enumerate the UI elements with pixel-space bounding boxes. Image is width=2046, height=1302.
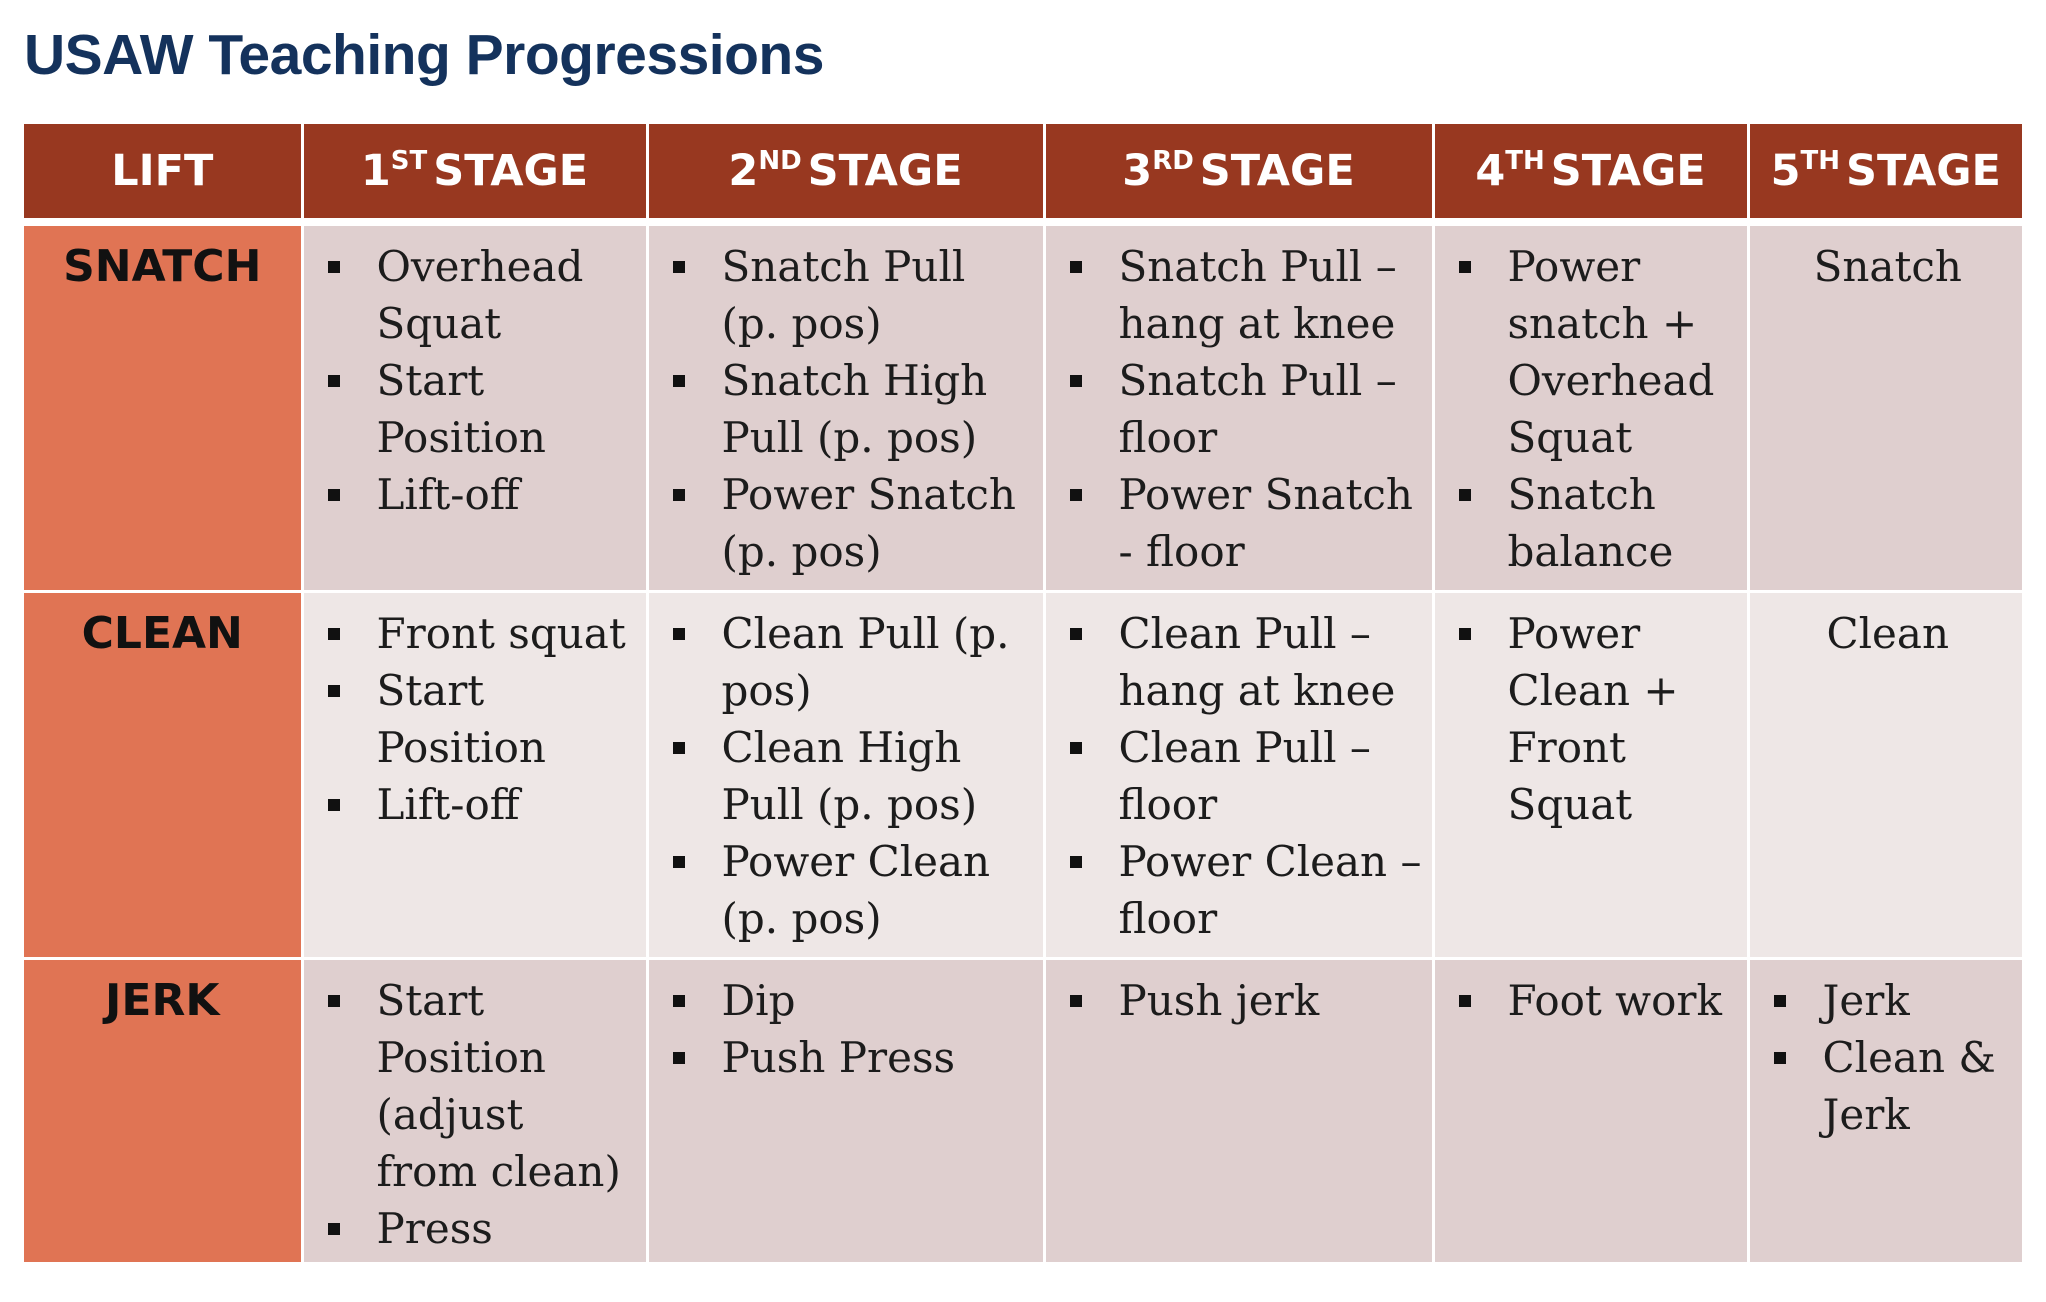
list-item: Power Clean + Front Squat bbox=[1449, 605, 1737, 833]
list-item: Overhead Squat bbox=[318, 238, 636, 352]
stage-4-cell bbox=[1433, 959, 1748, 1264]
stage-1-cell bbox=[302, 959, 647, 1264]
stage-3-cell bbox=[1044, 222, 1433, 592]
list-item: Power Snatch (p. pos) bbox=[663, 466, 1033, 580]
header-lift: LIFT bbox=[24, 124, 302, 222]
page-title: USAW Teaching Progressions bbox=[24, 23, 824, 87]
list-item: Snatch balance bbox=[1449, 466, 1737, 580]
table-row-clean bbox=[24, 592, 2022, 959]
list-item: Start Position (adjust from clean) bbox=[318, 972, 636, 1200]
list-item: Start Position bbox=[318, 662, 636, 776]
list-item: Power Clean – floor bbox=[1060, 833, 1422, 947]
header-stage-4: 4TH STAGE bbox=[1433, 124, 1748, 222]
list-item: Snatch High Pull (p. pos) bbox=[663, 352, 1033, 466]
stage-3-cell bbox=[1044, 959, 1433, 1264]
list-item: Jerk bbox=[1764, 972, 2013, 1029]
stage-3-cell bbox=[1044, 592, 1433, 959]
header-stage-5: 5TH STAGE bbox=[1748, 124, 2022, 222]
header-stage-3: 3RD STAGE bbox=[1044, 124, 1433, 222]
stage-5-cell: Clean bbox=[1748, 592, 2022, 959]
list-item: Power Snatch - floor bbox=[1060, 466, 1422, 580]
lift-name: SNATCH bbox=[24, 222, 302, 592]
list-item: Press bbox=[318, 1200, 636, 1257]
list-item: Clean Pull – hang at knee bbox=[1060, 605, 1422, 719]
table-row-snatch bbox=[24, 222, 2022, 592]
list-item: Power Clean (p. pos) bbox=[663, 833, 1033, 947]
stage-5-cell bbox=[1748, 959, 2022, 1264]
stage-2-cell bbox=[647, 592, 1044, 959]
list-item: Lift-off bbox=[318, 466, 636, 523]
header-stage-2: 2ND STAGE bbox=[647, 124, 1044, 222]
list-item: Clean Pull (p. pos) bbox=[663, 605, 1033, 719]
header-stage-1: 1ST STAGE bbox=[302, 124, 647, 222]
list-item: Lift-off bbox=[318, 776, 636, 833]
list-item: Push jerk bbox=[1060, 972, 1422, 1029]
lift-name: CLEAN bbox=[24, 592, 302, 959]
header-row bbox=[24, 124, 2022, 222]
stage-2-cell bbox=[647, 222, 1044, 592]
stage-4-cell bbox=[1433, 222, 1748, 592]
progressions-table bbox=[24, 124, 2022, 1265]
list-item: Snatch Pull – floor bbox=[1060, 352, 1422, 466]
stage-2-cell bbox=[647, 959, 1044, 1264]
list-item: Clean Pull – floor bbox=[1060, 719, 1422, 833]
stage-1-cell bbox=[302, 222, 647, 592]
stage-4-cell bbox=[1433, 592, 1748, 959]
list-item: Dip bbox=[663, 972, 1033, 1029]
stage-5-cell: Snatch bbox=[1748, 222, 2022, 592]
list-item: Clean High Pull (p. pos) bbox=[663, 719, 1033, 833]
list-item: Front squat bbox=[318, 605, 636, 662]
list-item: Foot work bbox=[1449, 972, 1737, 1029]
list-item: Power snatch + Overhead Squat bbox=[1449, 238, 1737, 466]
list-item: Clean & Jerk bbox=[1764, 1029, 2013, 1143]
list-item: Snatch Pull (p. pos) bbox=[663, 238, 1033, 352]
table-row-jerk bbox=[24, 959, 2022, 1264]
list-item: Push Press bbox=[663, 1029, 1033, 1086]
list-item: Start Position bbox=[318, 352, 636, 466]
lift-name: JERK bbox=[24, 959, 302, 1264]
list-item: Snatch Pull – hang at knee bbox=[1060, 238, 1422, 352]
stage-1-cell bbox=[302, 592, 647, 959]
